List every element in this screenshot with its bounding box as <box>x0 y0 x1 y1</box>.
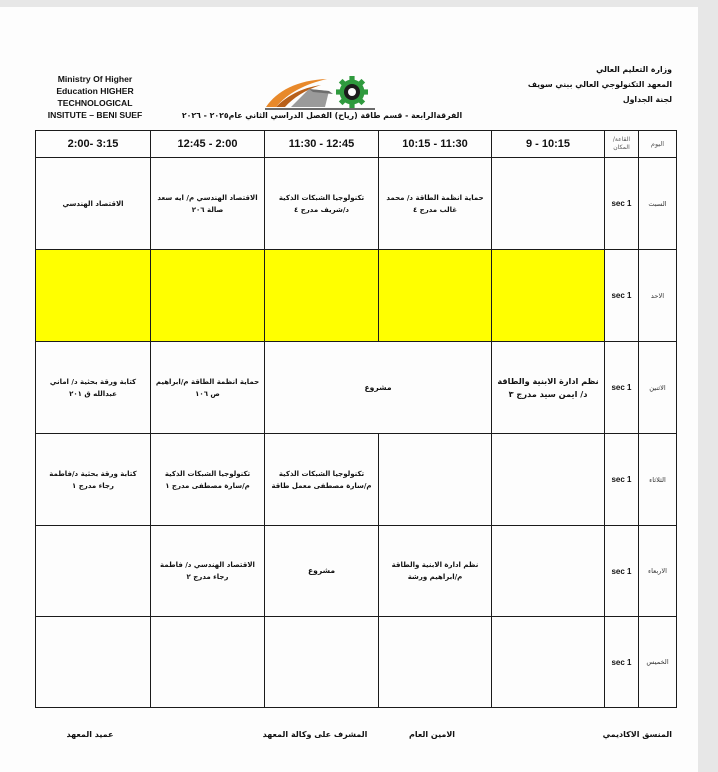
room-line: صالة ٢٠٦ <box>191 205 224 214</box>
room-line: د/ ايمن سيد مدرج ٣ <box>508 388 588 399</box>
cell-wednesday-slot-2 <box>379 526 492 617</box>
ministry-en-line: Education HIGHER <box>56 86 134 96</box>
project-label: مشروع <box>307 566 336 575</box>
timetable <box>35 130 677 708</box>
cell-wednesday-slot-3 <box>265 526 379 617</box>
cell-thursday-slot-2 <box>379 617 492 708</box>
cell-saturday-slot-2 <box>379 158 492 250</box>
room-line: عبدالله ق ٢٠١ <box>69 389 117 398</box>
cell-wednesday-slot-4 <box>151 526 265 617</box>
room-line: غالب مدرج ٤ <box>412 205 458 214</box>
institute-gear-logo-icon <box>263 76 381 112</box>
cell-monday-slot-4 <box>151 342 265 434</box>
cell-sunday-slot-5 <box>36 250 151 342</box>
course-line: الاقتصاد الهندسي <box>62 199 124 208</box>
row-sunday <box>36 250 677 342</box>
ministry-en-line: TECHNOLOGICAL <box>57 98 133 108</box>
course-line: كتابة ورقة بحثية د/ اماني <box>49 377 137 386</box>
room-line: م/سارة مصطفى معمل طاقة <box>271 481 372 490</box>
section-cell: sec 1 <box>605 250 639 342</box>
room-line: ص ١٠٦ <box>195 389 220 398</box>
time-slot-header: 2:00- 3:15 <box>36 131 151 158</box>
ministry-en-line: INSITUTE – BENI SUEF <box>47 110 143 120</box>
course-line: كتابة ورقة بحثية د/فاطمة <box>49 469 137 478</box>
section-cell: sec 1 <box>605 158 639 250</box>
place-header-line: المكان <box>613 144 630 151</box>
ministry-ar-line: المعهد التكنولوجي العالي ببني سويف <box>527 80 672 89</box>
course-line: الاقتصاد الهندسي م/ ايه سعد <box>157 193 258 202</box>
cell-saturday-slot-5 <box>36 158 151 250</box>
cell-tuesday-slot-1 <box>492 434 605 526</box>
project-label: مشروع <box>364 382 392 392</box>
day-cell: الاحد <box>639 250 677 342</box>
cell-tuesday-slot-4 <box>151 434 265 526</box>
cell-monday-slot-2-3 <box>265 342 492 434</box>
place-header-line: القاعة/ <box>612 136 631 143</box>
cell-sunday-slot-1 <box>492 250 605 342</box>
day-cell: الاثنين <box>639 342 677 434</box>
ministry-arabic-header <box>472 62 672 107</box>
course-line: نظم ادارة الابنية والطاقة <box>391 561 479 569</box>
header-row <box>36 131 677 158</box>
cell-thursday-slot-1 <box>492 617 605 708</box>
cell-monday-slot-1 <box>492 342 605 434</box>
room-line: م/ابراهيم ورشة <box>407 573 463 581</box>
course-line: تكنولوجيا الشبكات الذكية <box>164 469 251 478</box>
cell-tuesday-slot-3 <box>265 434 379 526</box>
cell-thursday-slot-5 <box>36 617 151 708</box>
course-line: نظم ادارة الابنية والطاقة <box>497 375 599 386</box>
row-tuesday <box>36 434 677 526</box>
cell-thursday-slot-4 <box>151 617 265 708</box>
day-cell: الثلاثاء <box>639 434 677 526</box>
signature-dean: عميد المعهد <box>66 730 114 739</box>
section-cell: sec 1 <box>605 434 639 526</box>
room-line: رجاء مدرج ٢ <box>186 573 229 581</box>
ministry-english-header <box>36 73 154 121</box>
room-line: د/شريف مدرج ٤ <box>294 205 349 214</box>
section-cell: sec 1 <box>605 342 639 434</box>
course-line: تكنولوجيا الشبكات الذكية <box>278 193 365 202</box>
ministry-ar-line: وزارة التعليم العالي <box>596 65 672 74</box>
course-line: الاقتصاد الهندسي د/ فاطمة <box>160 561 255 569</box>
row-wednesday <box>36 526 677 617</box>
section-cell: sec 1 <box>605 617 639 708</box>
cell-thursday-slot-3 <box>265 617 379 708</box>
day-cell: السبت <box>639 158 677 250</box>
day-column-header: اليوم <box>639 131 677 158</box>
time-slot-header: 11:30 - 12:45 <box>265 131 379 158</box>
row-thursday <box>36 617 677 708</box>
cell-saturday-slot-1 <box>492 158 605 250</box>
cell-tuesday-slot-2 <box>379 434 492 526</box>
row-saturday <box>36 158 677 250</box>
cell-sunday-slot-2 <box>379 250 492 342</box>
cell-saturday-slot-3 <box>265 158 379 250</box>
row-monday <box>36 342 677 434</box>
cell-sunday-slot-4 <box>151 250 265 342</box>
room-line: رجاء مدرج ١ <box>72 481 114 490</box>
cell-sunday-slot-3 <box>265 250 379 342</box>
time-slot-header: 12:45 - 2:00 <box>151 131 265 158</box>
cell-saturday-slot-4 <box>151 158 265 250</box>
course-line: حماية انظمة الطاقة د/ محمد <box>386 193 484 202</box>
section-cell: sec 1 <box>605 526 639 617</box>
time-slot-header: 9 - 10:15 <box>492 131 605 158</box>
cell-wednesday-slot-5 <box>36 526 151 617</box>
day-cell: الاربعاء <box>639 526 677 617</box>
logo-gear <box>336 76 368 108</box>
signature-deputy-supervisor: المشرف على وكالة المعهد <box>262 730 368 739</box>
time-slot-header: 10:15 - 11:30 <box>379 131 492 158</box>
cell-tuesday-slot-5 <box>36 434 151 526</box>
course-line: تكنولوجيا الشبكات الذكية <box>278 469 365 478</box>
ministry-en-line: Ministry Of Higher <box>57 74 133 84</box>
signature-secretary-general: الامين العام <box>408 730 456 739</box>
room-line: م/سارة مصطفى مدرج ١ <box>165 481 250 490</box>
place-column-header <box>605 131 639 158</box>
course-line: حماية انظمة الطاقة م/ابراهيم <box>155 377 260 386</box>
signature-academic-coordinator: المنسق الاكاديمي <box>602 730 672 739</box>
ministry-ar-line: لجنة الجداول <box>622 95 672 104</box>
cell-monday-slot-5 <box>36 342 151 434</box>
cell-wednesday-slot-1 <box>492 526 605 617</box>
schedule-title: الفرقةالرابعة - قسم طاقة (رياح) الفصل الدراسي الثاني عام٢٠٢٥ - ٢٠٢٦ <box>181 111 463 120</box>
day-cell: الخميس <box>639 617 677 708</box>
